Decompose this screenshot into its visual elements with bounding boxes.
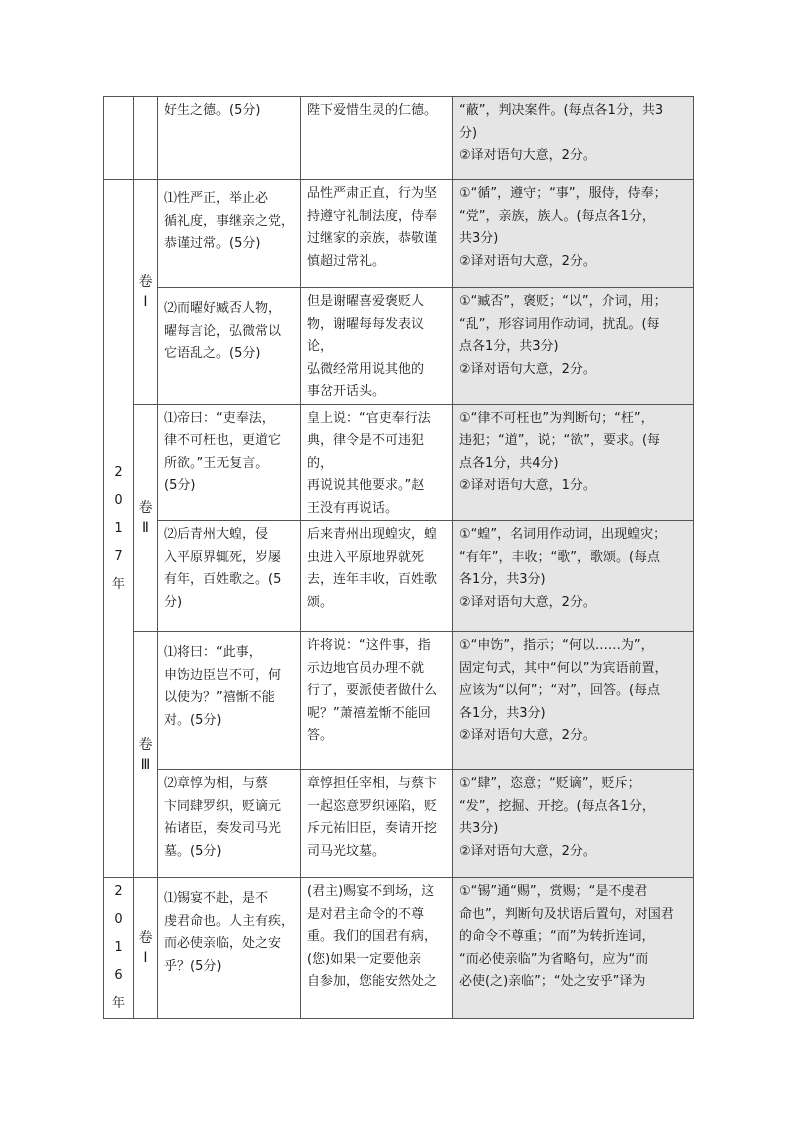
year-2017-cell: 2 0 1 7 年 bbox=[104, 180, 134, 878]
scoring-cell: ①“律不可枉也”为判断句；“枉”， 违犯；“道”，说；“欲”，要求。(每 点各1分，共4分) ②译对语句大意，1分。 bbox=[453, 404, 694, 521]
scoring-cell: ①“循”，遵守；“事”，服侍，侍奉； “党”，亲族，族人。(每点各1分， 共3分) ②译对语句大意，2分。 bbox=[453, 180, 694, 288]
question-cell: ⑴帝曰：“吏奉法， 律不可枉也，更道它 所欲。”王无复言。 (5分) bbox=[158, 404, 301, 521]
table-row bbox=[104, 288, 694, 405]
answer-table bbox=[103, 96, 694, 1019]
question-cell: ⑵后青州大蝗，侵 入平原界辄死，岁屡 有年，百姓歌之。(5 分) bbox=[158, 521, 301, 632]
volume-1-cell: 卷 Ⅰ bbox=[134, 180, 158, 405]
scoring-cell: ①“锡”通“赐”，赏赐；“是不虔君 命也”，判断句及状语后置句，对国君 的命令不尊重；“而”为转折连词， “而必使亲临”为省略句，应为“而 必使(之)亲临”；“处之安乎”译为 bbox=[453, 878, 694, 1019]
table-row bbox=[104, 404, 694, 521]
scoring-cell: ①“臧否”，褒贬；“以”，介词，用； “乱”，形容词用作动词，扰乱。(每 点各1分，共3分) ②译对语句大意，2分。 bbox=[453, 288, 694, 405]
translation-cell: 但是谢曜喜爱褒贬人 物，谢曜每每发表议论， 弘微经常用说其他的 事岔开话头。 bbox=[301, 288, 453, 405]
year-2016-cell: 2 0 1 6 年 bbox=[104, 878, 134, 1019]
table-row bbox=[104, 97, 694, 180]
translation-cell: 后来青州出现蝗灾，蝗 虫进入平原地界就死 去，连年丰收，百姓歌 颂。 bbox=[301, 521, 453, 632]
scoring-cell: ①“申饬”，指示；“何以……为”， 固定句式，其中“何以”为宾语前置， 应该为“以何”；“对”，回答。(每点 各1分，共3分) ②译对语句大意，2分。 bbox=[453, 632, 694, 770]
question-cell: ⑴性严正，举止必 循礼度，事继亲之党， 恭谨过常。(5分) bbox=[158, 180, 301, 288]
volume-1-2016-cell: 卷 Ⅰ bbox=[134, 878, 158, 1019]
scoring-cell: ①“肆”，恣意；“贬谪”，贬斥； “发”，挖掘、开挖。(每点各1分， 共3分) ②译对语句大意，2分。 bbox=[453, 770, 694, 878]
question-cell: ⑵而曜好臧否人物， 曜每言论，弘微常以 它语乱之。(5分) bbox=[158, 288, 301, 405]
volume-2-cell: 卷 Ⅱ bbox=[134, 404, 158, 632]
table-row bbox=[104, 632, 694, 770]
translation-cell: 皇上说：“官吏奉行法 典，律令是不可违犯的， 再说说其他要求。”赵 王没有再说话。 bbox=[301, 404, 453, 521]
translation-cell: (君主)赐宴不到场，这 是对君主命令的不尊 重。我们的国君有病， (您)如果一定要他亲 自参加，您能安然处之 bbox=[301, 878, 453, 1019]
table-row bbox=[104, 770, 694, 878]
scoring-cell: ①“蝗”，名词用作动词，出现蝗灾； “有年”，丰收；“歌”，歌颂。(每点 各1分，共3分) ②译对语句大意，2分。 bbox=[453, 521, 694, 632]
table-row bbox=[104, 180, 694, 288]
table-row bbox=[104, 521, 694, 632]
translation-cell: 许将说：“这件事，指 示边地官员办理不就 行了，要派使者做什么 呢？”萧禧羞惭不能回 答。 bbox=[301, 632, 453, 770]
translation-cell: 品性严肃正直，行为坚 持遵守礼制法度，侍奉 过继家的亲族，恭敬谨 慎超过常礼。 bbox=[301, 180, 453, 288]
question-cell: ⑴将曰：“此事， 申饬边臣岂不可，何 以使为？”禧惭不能 对。(5分) bbox=[158, 632, 301, 770]
volume-3-cell: 卷 Ⅲ bbox=[134, 632, 158, 878]
translation-cell: 陛下爱惜生灵的仁德。 bbox=[301, 97, 453, 180]
scoring-cell: “蔽”，判决案件。(每点各1分，共3 分) ②译对语句大意，2分。 bbox=[453, 97, 694, 180]
year-cell-empty bbox=[104, 97, 134, 180]
volume-cell-empty bbox=[134, 97, 158, 180]
translation-cell: 章惇担任宰相，与蔡卞 一起恣意罗织诬陷，贬 斥元祐旧臣，奏请开挖 司马光坟墓。 bbox=[301, 770, 453, 878]
question-cell: ⑴锡宴不赴，是不 虔君命也。人主有疾， 而必使亲临，处之安 乎？(5分) bbox=[158, 878, 301, 1019]
table-row bbox=[104, 878, 694, 1019]
question-cell: ⑵章惇为相，与蔡 卞同肆罗织，贬谪元 祐诸臣，奏发司马光 墓。(5分) bbox=[158, 770, 301, 878]
question-cell: 好生之德。(5分) bbox=[158, 97, 301, 180]
